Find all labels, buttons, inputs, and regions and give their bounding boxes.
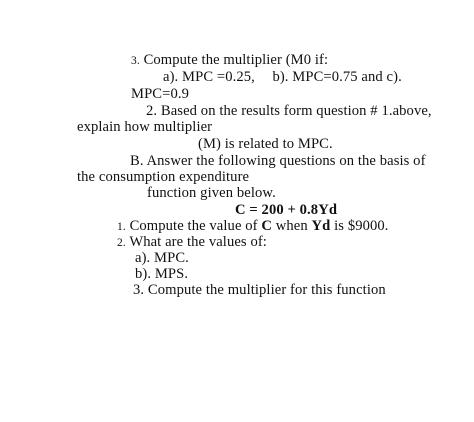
variable-c: C	[261, 218, 273, 234]
variable-yd: Yd	[311, 218, 331, 234]
question-text: What are the values of:	[129, 234, 267, 250]
b-question-2-option-a: a). MPC.	[135, 250, 189, 266]
question-text: Compute the multiplier (M0 if:	[143, 52, 329, 68]
question-2-line-3: (M) is related to MPC.	[198, 136, 333, 152]
part-b-line-2: the consumption expenditure	[77, 169, 250, 185]
part-b-line-1: B. Answer the following questions on the basis of	[130, 153, 426, 169]
question-3-options-line	[163, 68, 402, 86]
consumption-equation: C = 200 + 0.8Yd	[235, 202, 338, 218]
question-number: 1.	[117, 221, 126, 233]
option-a: a). MPC =0.25,	[163, 69, 255, 85]
question-text-suffix: is $9000.	[334, 218, 389, 234]
question-number: 2.	[117, 237, 126, 249]
question-2-line-1: 2. Based on the results form question # 1.above,	[146, 103, 432, 119]
question-text-prefix: Compute the value of	[129, 218, 258, 234]
question-2-line-2: explain how multiplier	[77, 119, 213, 135]
question-text-middle: when	[275, 218, 308, 234]
part-b-line-3: function given below.	[147, 185, 276, 201]
option-c-value: MPC=0.9	[131, 86, 189, 102]
b-question-3-line: 3. Compute the multiplier for this function	[133, 282, 386, 298]
question-number: 3.	[131, 55, 140, 67]
option-b: b). MPC=0.75 and c).	[272, 69, 402, 85]
b-question-2-option-b: b). MPS.	[135, 266, 189, 282]
